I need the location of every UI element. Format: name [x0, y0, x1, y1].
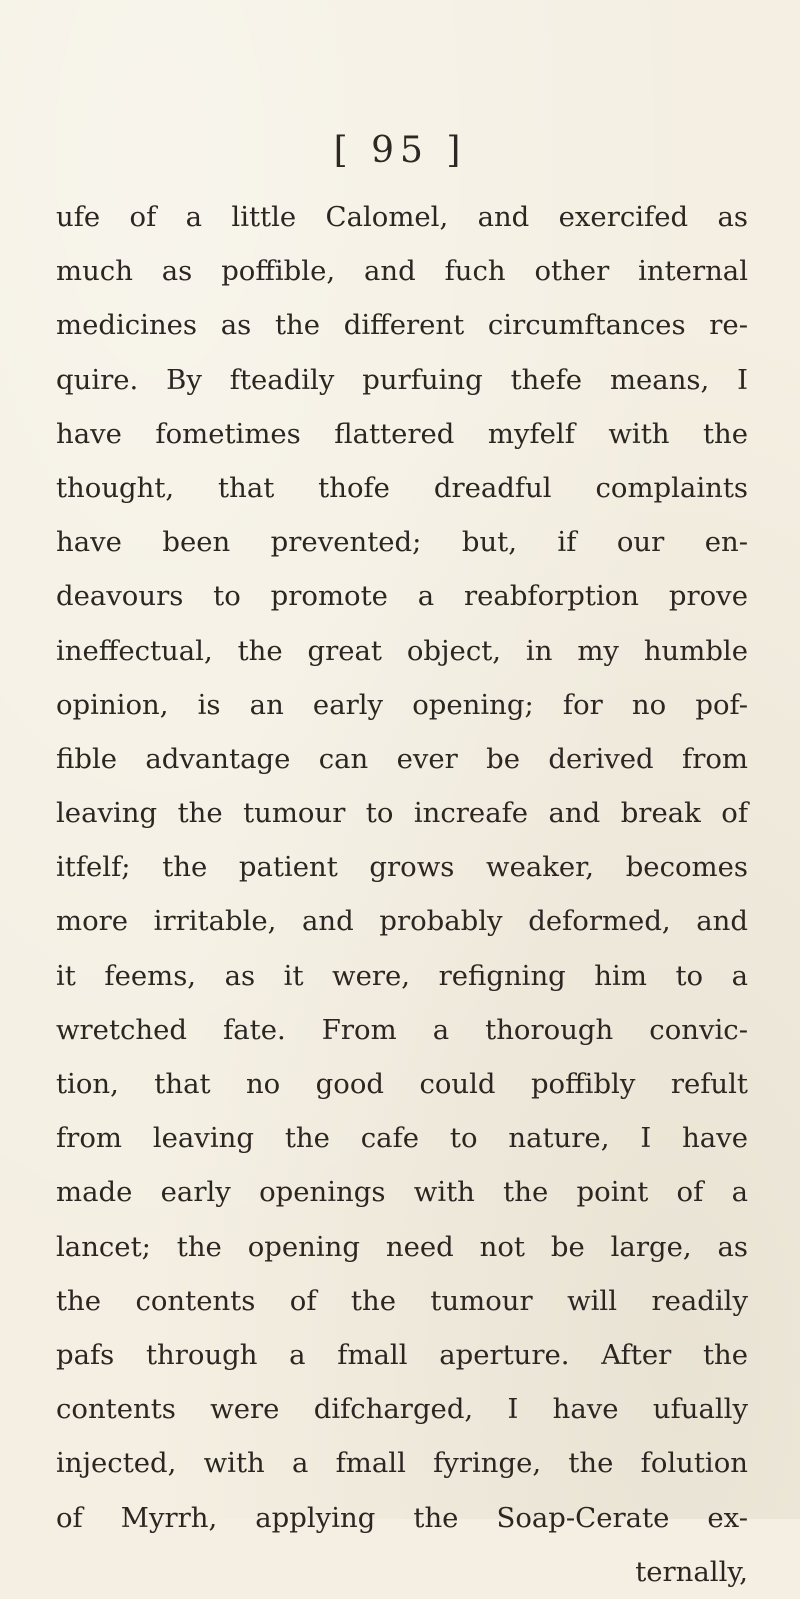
text-line: fible advantage can ever be derived from [56, 742, 748, 775]
text-line: ufe of a little Calomel, and exercifed as [56, 201, 748, 233]
page-number: [ 95 ] [333, 130, 467, 171]
text-line: of Myrrh, applying the Soap-Cerate ex- [56, 1501, 748, 1534]
text-line: injected, with a fmall fyringe, the folution [56, 1447, 748, 1480]
text-line: from leaving the cafe to nature, I have [56, 1122, 748, 1155]
text-line: contents were difcharged, I have ufually [56, 1393, 748, 1426]
text-line: made early openings with the point of a [56, 1176, 748, 1209]
body-text [56, 190, 748, 1599]
text-line: deavours to promote a reabforption prove [56, 580, 748, 613]
text-line: ternally, [635, 1555, 748, 1588]
text-line: thought, that thofe dreadful complaints [56, 471, 748, 504]
text-line: the contents of the tumour will readily [56, 1284, 748, 1317]
text-line: have fometimes flattered myfelf with the [56, 417, 748, 450]
text-line: it feems, as it were, refigning him to a [56, 959, 748, 992]
text-line: pafs through a fmall aperture. After the [56, 1338, 748, 1371]
text-line: ineffectual, the great object, in my humble [56, 634, 748, 667]
text-line: opinion, is an early opening; for no pof- [56, 688, 748, 721]
text-line: quire. By fteadily purfuing thefe means, I [56, 363, 748, 396]
text-line: lancet; the opening need not be large, as [56, 1230, 748, 1263]
text-line: have been prevented; but, if our en- [56, 526, 748, 559]
text-line: wretched fate. From a thorough convic- [56, 1013, 748, 1046]
text-line: medicines as the different circumftances re- [56, 309, 748, 342]
text-line: much as poffible, and fuch other internal [56, 255, 748, 288]
text-line: itfelf; the patient grows weaker, becomes [56, 851, 748, 884]
text-line: leaving the tumour to increafe and break of [56, 797, 748, 830]
text-line: more irritable, and probably deformed, and [56, 905, 748, 938]
text-line: tion, that no good could poffibly refult [56, 1068, 748, 1100]
